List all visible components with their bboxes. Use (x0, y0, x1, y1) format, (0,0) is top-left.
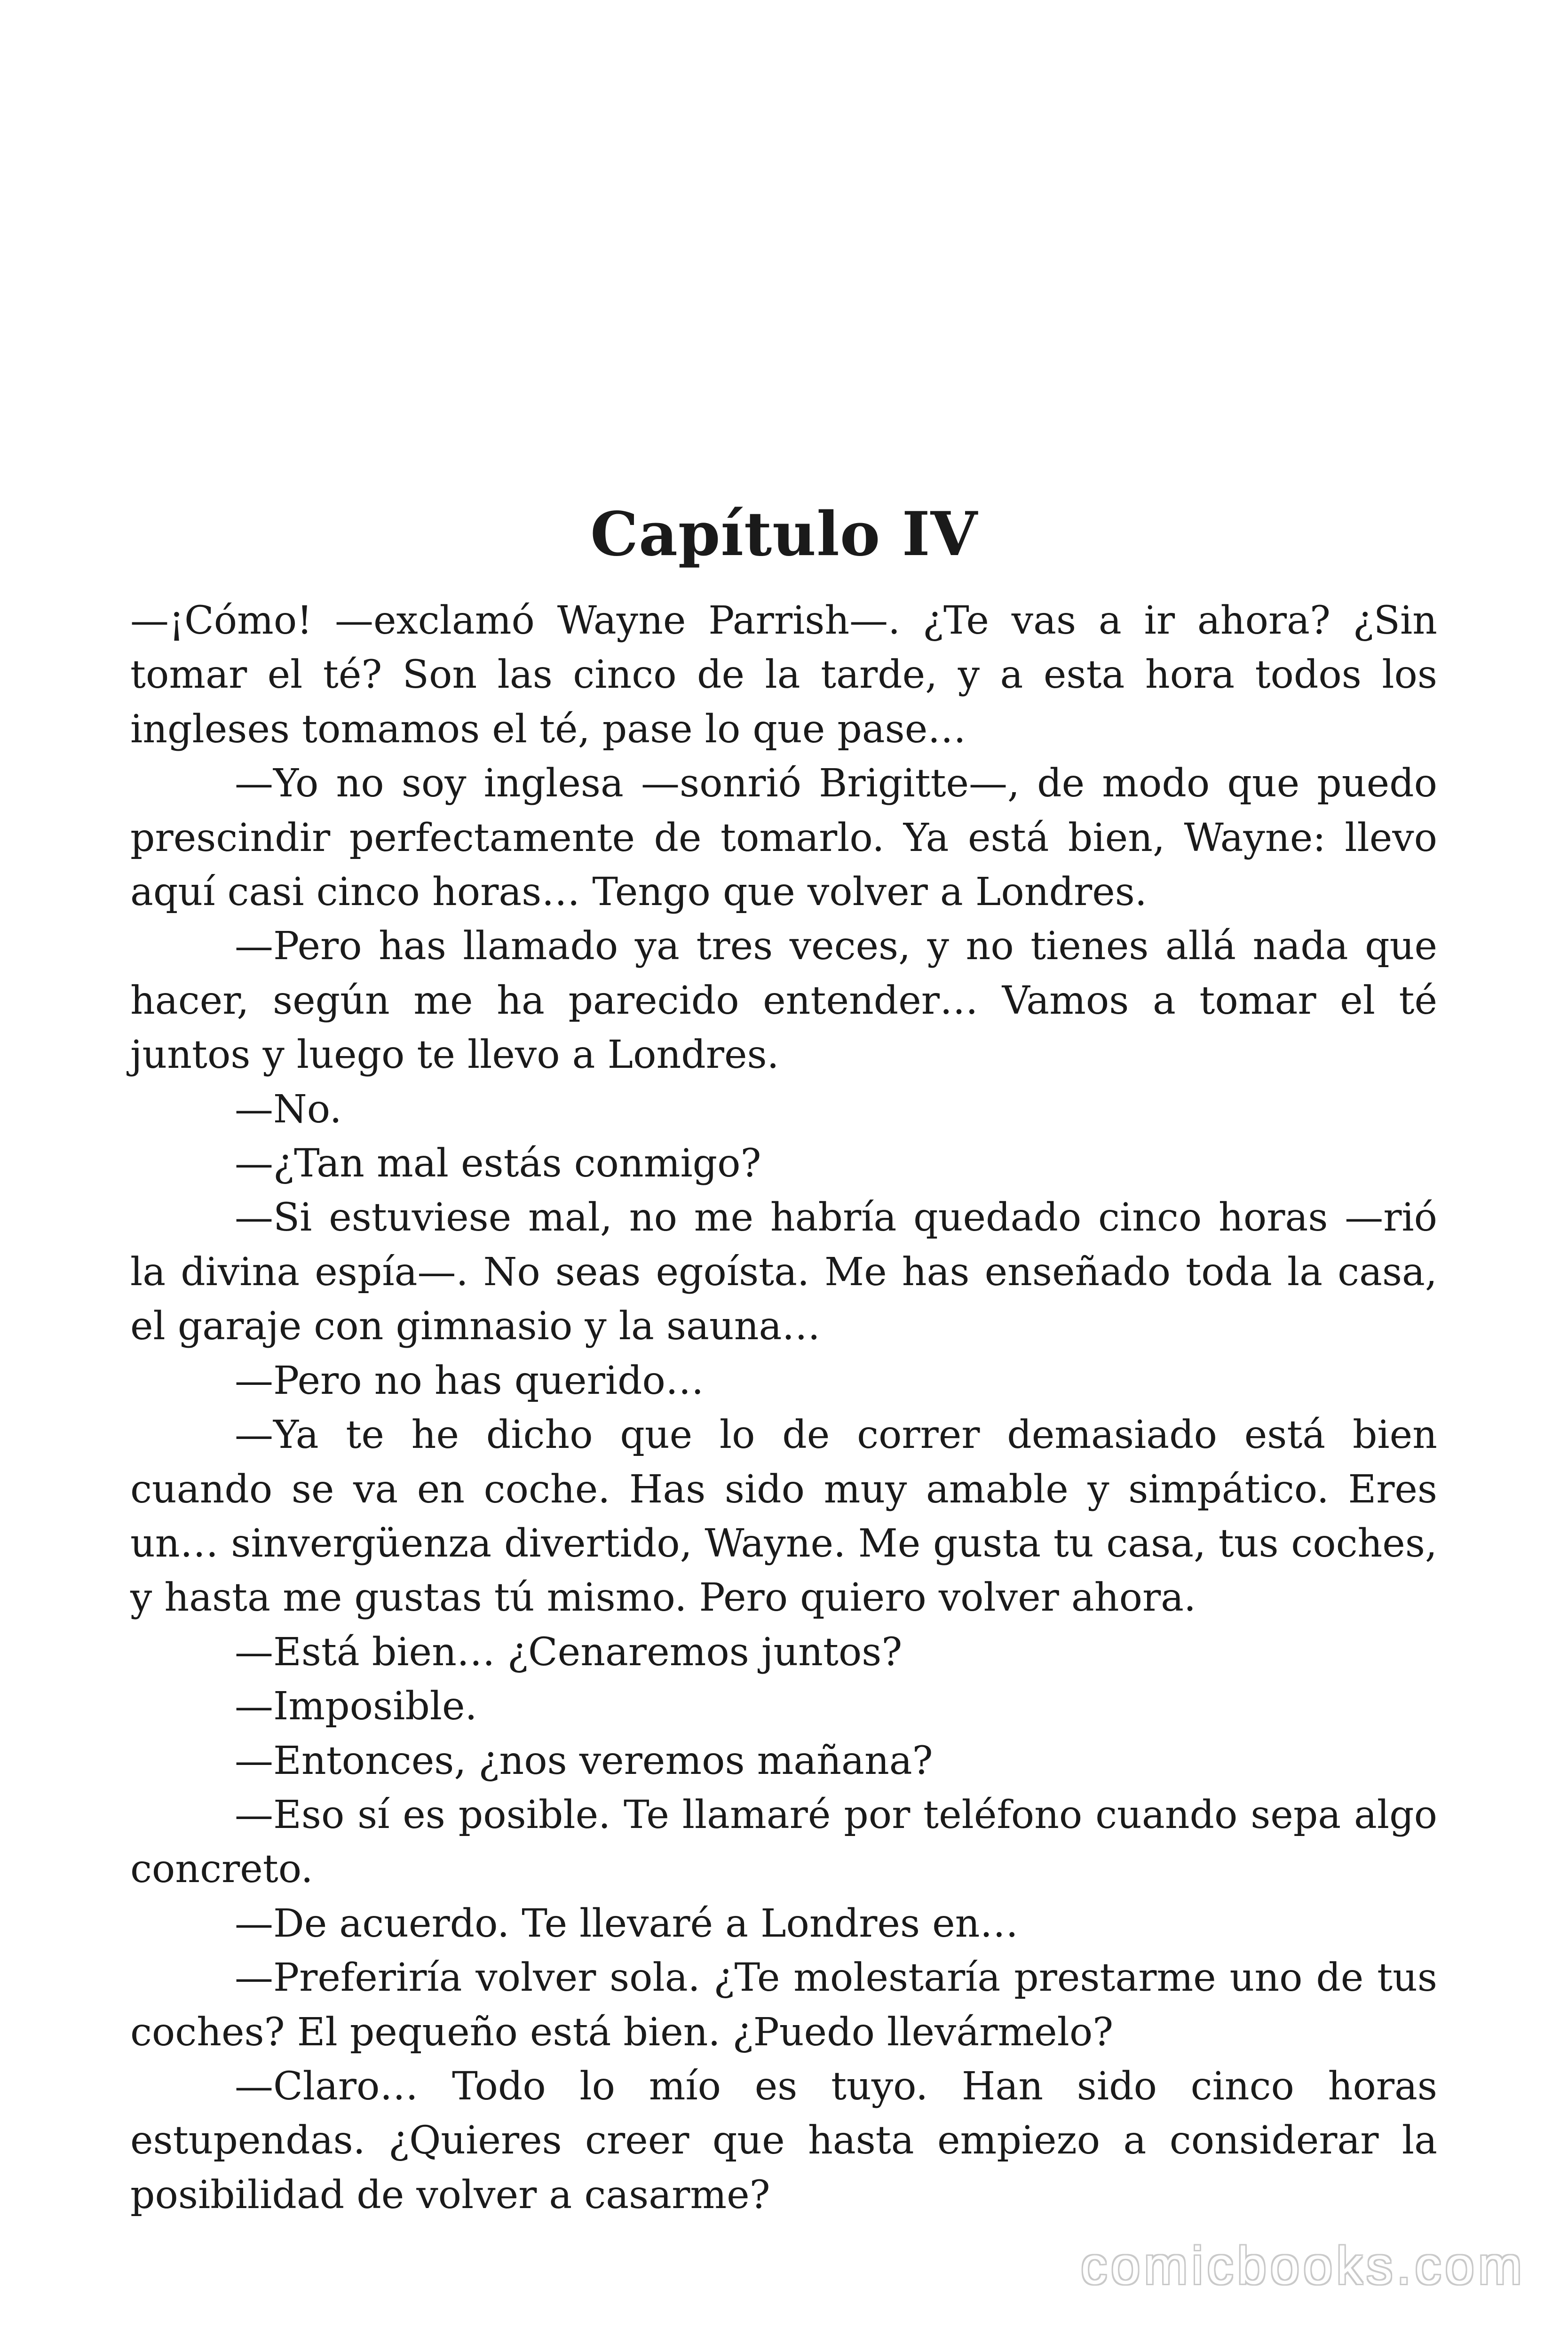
paragraph: —¿Tan mal estás conmigo? (235, 1141, 761, 1186)
paragraph: —Pero no has querido… (235, 1358, 704, 1403)
paragraph: —¡Cómo! —exclamó Wayne Parrish—. ¿Te vas a ir ahora? ¿Sin tomar el té? Son las cinco de la tarde, y a esta hora todos los ingleses tomamos el té, pase lo que pase… (130, 598, 1437, 752)
paragraph: —De acuerdo. Te llevaré a Londres en… (235, 1901, 1019, 1946)
paragraph: —Yo no soy inglesa —sonrió Brigitte—, de modo que puedo prescindir perfectamente de tomarlo. Ya está bien, Wayne: llevo aquí casi cinco horas… Tengo que volver a Londres. (130, 761, 1437, 915)
paragraph: —Pero has llamado ya tres veces, y no tienes allá nada que hacer, según me ha parecido entender… Vamos a tomar el té juntos y luego te llevo a Londres. (130, 924, 1437, 1078)
paragraph: —No. (235, 1087, 342, 1132)
paragraph: —Si estuviese mal, no me habría quedado cinco horas —rió la divina espía—. No seas egoísta. Me has enseñado toda la casa, el garaje con gimnasio y la sauna… (130, 1195, 1437, 1349)
paragraph: —Está bien… ¿Cenaremos juntos? (235, 1629, 903, 1675)
paragraph: —Entonces, ¿nos veremos mañana? (235, 1738, 933, 1783)
paragraph: —Claro… Todo lo mío es tuyo. Han sido cinco horas estupendas. ¿Quieres creer que hasta empiezo a considerar la posibilidad de volver a casarme? (130, 2064, 1437, 2217)
paragraph: —Eso sí es posible. Te llamaré por teléfono cuando sepa algo concreto. (130, 1792, 1437, 1892)
paragraph: —Preferiría volver sola. ¿Te molestaría prestarme uno de tus coches? El pequeño está bien. ¿Puedo llevármelo? (130, 1955, 1437, 2055)
paragraph: —Ya te he dicho que lo de correr demasiado está bien cuando se va en coche. Has sido muy amable y simpático. Eres un… sinvergüenza divertido, Wayne. Me gusta tu casa, tus coches, y hasta me gustas tú mismo. Pero quiero volver ahora. (130, 1413, 1437, 1621)
watermark: comicbooks.com (1080, 2236, 1526, 2295)
paragraph: —Imposible. (235, 1684, 477, 1729)
chapter-title: Capítulo IV (590, 499, 978, 570)
chapter-body (130, 594, 1437, 2222)
